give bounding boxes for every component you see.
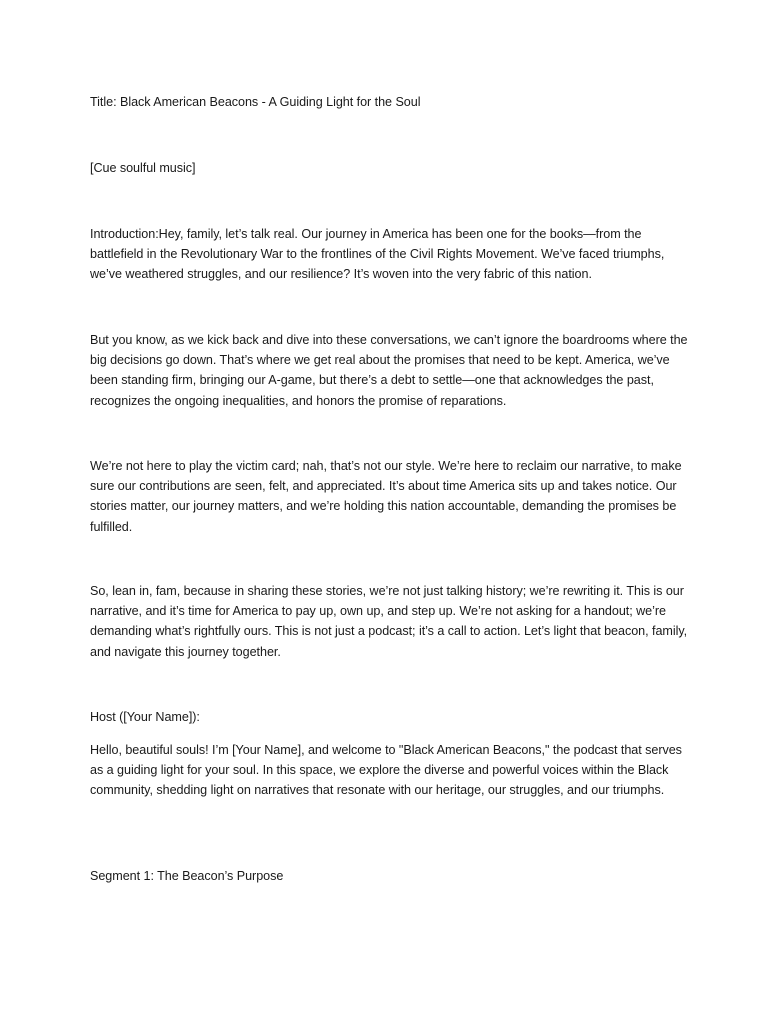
- paragraph-narrative: We’re not here to play the victim card; nah, that’s not our style. We’re here to reclaim our narrative, to make sure our contributions are seen, felt, and appreciated. It’s about time America sits up and takes notice. Our stories matter, our journey matters, and we’re holding this nation accountable, demanding the promises be fulfilled.: [90, 459, 682, 534]
- segment-heading: Segment 1: The Beacon’s Purpose: [90, 869, 284, 883]
- host-label: Host ([Your Name]):: [90, 710, 200, 724]
- host-welcome-paragraph: Hello, beautiful souls! I’m [Your Name], and welcome to "Black American Beacons," the podcast that serves as a guiding light for your soul. In this space, we explore the diverse and powerful voices within the Black community, shedding light on narratives that resonate with our heritage, our struggles, and our triumphs.: [90, 743, 682, 798]
- paragraph-call-to-action: So, lean in, fam, because in sharing these stories, we’re not just talking history; we’re rewriting it. This is our narrative, and it’s time for America to pay up, own up, and step up. We’re not asking for a handout; we’re demanding what’s rightfully ours. This is not just a podcast; it’s a call to action. Let’s light that beacon, family, and navigate this journey together.: [90, 584, 688, 659]
- intro-paragraph: Introduction:Hey, family, let’s talk real. Our journey in America has been one for the books—from the battlefield in the Revolutionary War to the frontlines of the Civil Rights Movement. We’ve faced triumphs, we’ve weathered struggles, and our resilience? It’s woven into the very fabric of this nation.: [90, 227, 665, 282]
- paragraph-boardrooms: But you know, as we kick back and dive into these conversations, we can’t ignore the boardrooms where the big decisions go down. That’s where we get real about the promises that need to be kept. America, we’ve been standing firm, bringing our A-game, but there’s a debt to settle—one that acknowledges the past, recognizes the ongoing inequalities, and honors the promise of reparations.: [90, 333, 688, 408]
- document-title: Title: Black American Beacons - A Guiding Light for the Soul: [90, 95, 421, 109]
- cue-line: [Cue soulful music]: [90, 161, 196, 175]
